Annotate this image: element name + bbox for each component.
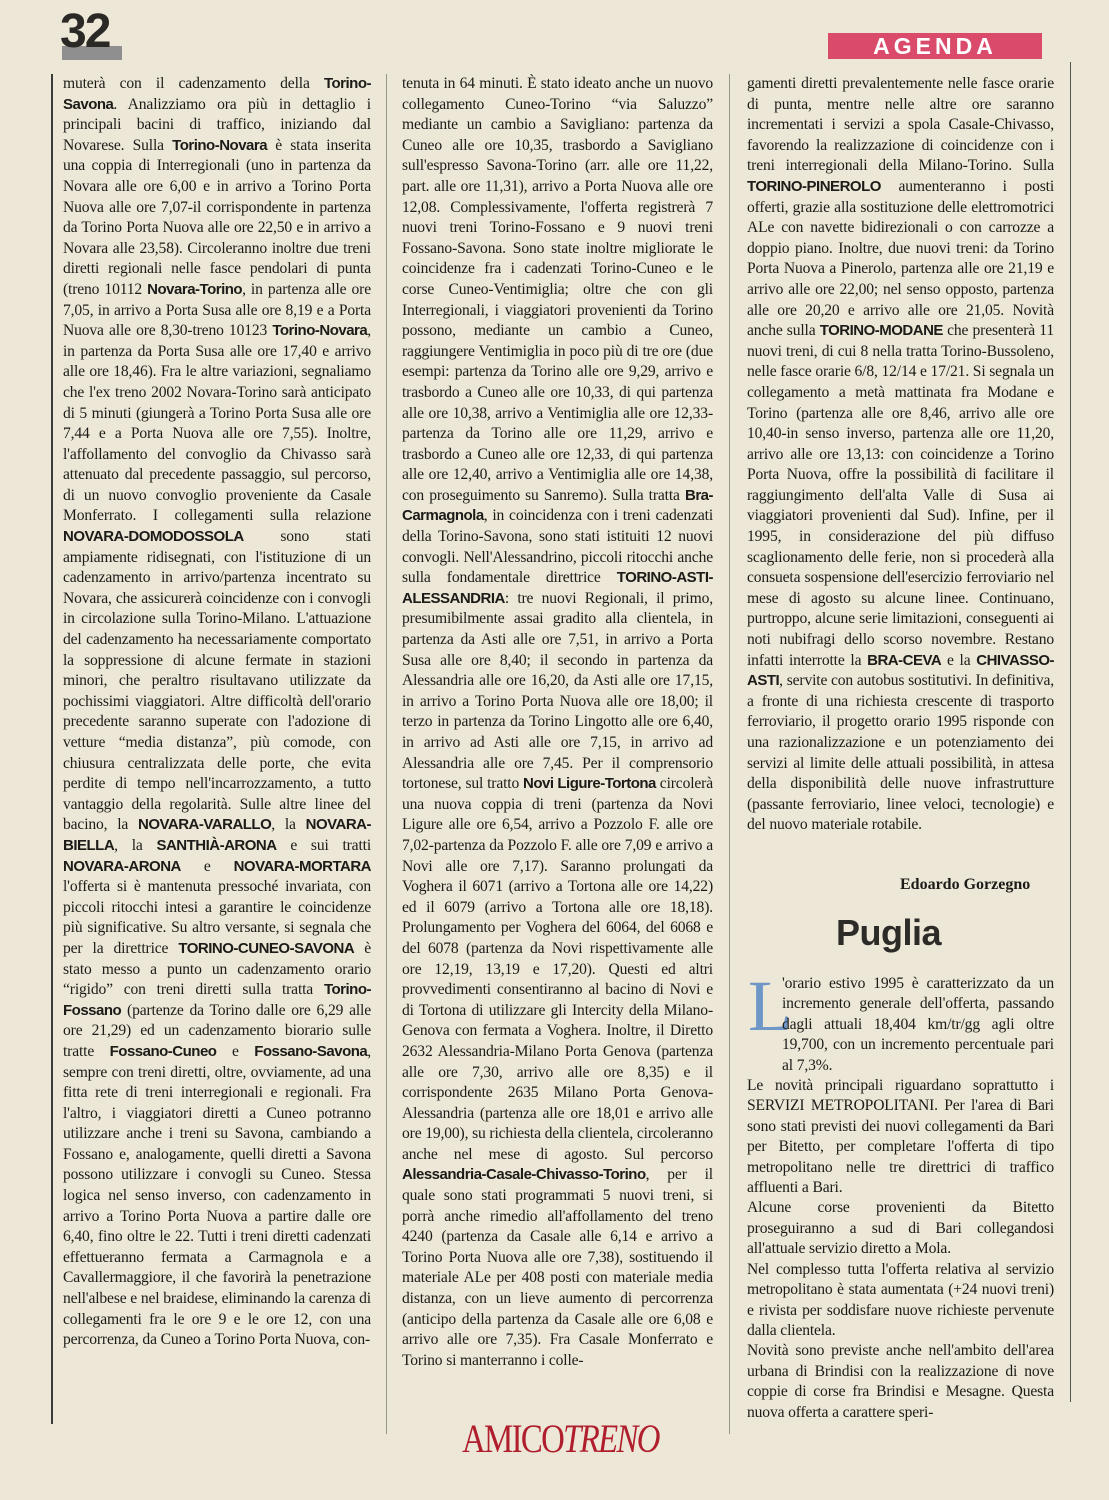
article-paragraph: Alcune corse provenienti da Bitetto proseguiranno a sud di Bari collegandosi all'attuale servizio diretto a Mola.	[747, 1199, 1054, 1258]
article-paragraph: Nel complesso tutta l'offerta relativa al servizio metropolitano è stata aumentata (+24 nuovi treni) e rivista per soddisfare nuove richieste pervenute dalla clientela.	[747, 1260, 1054, 1339]
column-divider	[386, 74, 387, 1434]
puglia-article	[747, 974, 1054, 1423]
article-paragraph: gamenti diretti prevalentemente nelle fasce orarie di punta, mentre nelle altre ore saranno incrementati i servizi a spola Casale-Chivasso, favorendo la realizzazione di coincidenze con i treni interregionali della Milano-Torino. Sulla TORINO-PINEROLO aumenteranno i posti offerti, grazie alla sostituzione delle elettromotrici ALe con navette bidirezionali o con carrozze a doppio piano. Inoltre, due nuovi treni: da Torino Porta Nuova a Pinerolo, partenza alle ore 21,19 e arrivo alle ore 22,00; nel senso opposto, partenza alle ore 20,20 e arrivo alle ore 21,05. Novità anche sulla TORINO-MODANE che presenterà 11 nuovi treni, di cui 8 nella tratta Torino-Bussoleno, nelle fasce orarie 6/8, 12/14 e 17/21. Si segnala un collegamento a metà mattinata fra Modane e Torino (partenza alle ore 8,46, arrivo alle ore 10,40-in senso inverso, partenza alle ore 11,20, arrivo alle ore 13,13: con coincidenze a Torino Porta Nuova, offre la possibilità di facilitare il raggiungimento dell'alta Valle di Susa ai viaggiatori provenienti dal Sud). Infine, per il 1995, in considerazione del più diffuso scaglionamento delle ferie, non si procederà alla consueta sospensione dell'esercizio ferroviario nel mese di agosto su alcune linee. Continuano, purtroppo, alcune serie limitazioni, conseguenti ai noti nubifragi dello scorso novembre. Restano infatti interrotte la BRA-CEVA e la CHIVASSO-ASTI, servite con autobus sostitutivi. In definitiva, a fronte di una richiesta crescente di trasporto ferroviario, il progetto orario 1995 risponde con una razionalizzazione e un potenziamento dei servizi al limite delle attuali possibilità, in attesa della disponibilità delle nuove infrastrutture (passante ferroviario, linee veloci, tecnologie) e del nuovo materiale rotabile.	[747, 75, 1055, 834]
page-number: 32	[60, 5, 110, 58]
masthead-right: TRENO	[563, 1416, 659, 1461]
right-margin-rule	[1070, 62, 1071, 1402]
article-paragraph: tenuta in 64 minuti. È stato ideato anche un nuovo collegamento Cuneo-Torino “via Saluzzo” mediante un cambio a Savigliano: partenza da Cuneo alle ore 10,35, trasbordo a Savigliano sull'espresso Savona-Torino (arr. alle ore 11,22, part. alle ore 11,31), arrivo a Porta Nuova alle ore 12,08. Complessivamente, l'offerta registrerà 7 nuovi treni Torino-Fossano e 9 nuovi treni Fossano-Savona. Sono state inoltre migliorate le coincidenze fra i cadenzati Torino-Cuneo e le corse Cuneo-Ventimiglia; oltre che con gli Interregionali, i viaggiatori provenienti da Torino possono, mediante un cambio a Cuneo, raggiungere Ventimiglia in poco più di tre ore (due esempi: partenza da Torino alle ore 9,29, arrivo e trasbordo a Cuneo alle ore 10,33, di qui partenza alle ore 10,38, arrivo a Ventimiglia alle ore 12,33-partenza da Torino alle ore 11,29, arrivo e trasbordo a Cuneo alle ore 12,33, di qui partenza alle ore 12,40, arrivo a Ventimiglia alle ore 14,38, con proseguimento su Sanremo). Sulla tratta Bra-Carmagnola, in coincidenza con i treni cadenzati della Torino-Savona, sono stati istituiti 12 nuovi convogli. Nell'Alessandrino, piccoli ritocchi anche sulla fondamentale direttrice TORINO-ASTI-ALESSANDRIA: tre nuovi Regionali, il primo, presumibilmente assai gradito alla clientela, in partenza da Asti alle ore 7,51, in arrivo a Porta Susa alle ore 8,40; il secondo in partenza da Alessandria alle ore 16,20, da Asti alle ore 17,15, in arrivo a Torino Porta Nuova alle ore 18,00; il terzo in partenza da Torino Lingotto alle ore 6,40, in arrivo ad Asti alle ore 7,15, in arrivo ad Alessandria alle ore 7,45. Per il comprensorio tortonese, sul tratto Novi Ligure-Tortona circolerà una nuova coppia di treni (partenza da Novi Ligure alle ore 6,54, arrivo a Pozzolo F. alle ore 7,02-partenza da Pozzolo F. alle ore 7,09 e arrivo a Novi alle ore 7,17). Saranno prolungati da Voghera il 6071 (arrivo a Tortona alle ore 14,22) ed il 6079 (arrivo a Tortona alle ore 18,18). Prolungamento per Voghera del 6064, del 6068 e del 6078 (partenza da Novi rispettivamente alle ore 12,19, 13,19 e 17,20). Questi ed altri provvedimenti consentiranno al bacino di Novi e di Tortona di utilizzare gli Intercity della Milano-Genova con fermata a Voghera. Inoltre, il Diretto 2632 Alessandria-Milano Porta Genova (partenza alle ore 7,30, arrivo alle ore 8,35) e il corrispondente 2635 Milano Porta Genova-Alessandria (partenza alle ore 18,01 e arrivo alle ore 19,00), su richiesta della clientela, circoleranno anche nel mese di agosto. Sul percorso Alessandria-Casale-Chivasso-Torino, per il quale sono stati programmati 5 nuovi treni, si porrà anche rimedio all'affollamento del treno 4240 (partenza da Casale alle 6,14 e arrivo a Torino Porta Nuova alle ore 7,38), sostituendo il materiale ALe per 408 posti con materiale media distanza, con un lieve aumento di percorrenza (anticipo della partenza da Casale alle ore 6,08 e arrivo alle ore 7,35). Fra Casale Monferrato e Torino si manterranno i colle-	[402, 75, 714, 1369]
article-column-1	[63, 74, 371, 1351]
left-margin-rule	[51, 74, 53, 1424]
article-column-2	[402, 74, 713, 1371]
article-paragraph: muterà con il cadenzamento della Torino-Savona. Analizziamo ora più in dettaglio i principali bacini di traffico, iniziando dal Novarese. Sulla Torino-Novara è stata inserita una coppia di Interregionali (uno in partenza da Novara alle ore 6,00 e in arrivo a Torino Porta Nuova alle ore 7,07-il corrispondente in partenza da Torino Porta Nuova alle ore 22,50 e in arrivo a Novara alle 23,58). Circoleranno inoltre due treni diretti regionali nelle fasce pendolari di punta (treno 10112 Novara-Torino, in partenza alle ore 7,05, in arrivo a Porta Susa alle ore 8,19 e a Porta Nuova alle ore 8,30-treno 10123 Torino-Novara, in partenza da Porta Susa alle ore 17,40 e arrivo alle ore 18,46). Fra le altre variazioni, segnaliamo che l'ex treno 2002 Novara-Torino sarà anticipato di 5 minuti (giungerà a Torino Porta Susa alle ore 7,44 e a Porta Nuova alle ore 7,55). Inoltre, l'affollamento del convoglio da Chivasso sarà attenuato dal precedente passaggio, sul percorso, di un nuovo convoglio proveniente da Casale Monferrato. I collegamenti sulla relazione NOVARA-DOMODOSSOLA sono stati ampiamente ridisegnati, con l'istituzione di un cadenzamento in arrivo/partenza incentrato su Novara, che assicurerà coincidenze con i convogli in circolazione sulla Torino-Milano. L'attuazione del cadenzamento ha necessariamente comportato la soppressione di alcune fermate in stazioni minori, che peraltro risultavano utilizzate da pochissimi viaggiatori. Altre difficoltà dell'orario precedente saranno superate con l'adozione di vetture “media distanza”, più comode, con chiusura centralizzata delle porte, che evita perdite di tempo nell'incarrozzamento, a tutto vantaggio della regolarità. Sulle altre linee del bacino, la NOVARA-VARALLO, la NOVARA-BIELLA, la SANTHIÀ-ARONA e sui tratti NOVARA-ARONA e NOVARA-MORTARA l'offerta si è mantenuta pressoché invariata, con piccoli ritocchi intesi a garantire le coincidenze più significative. Su altro versante, si segnala che per la direttrice TORINO-CUNEO-SAVONA è stato messo a punto un cadenzamento orario “rigido” con treni diretti sulla tratta Torino-Fossano (partenze da Torino dalle ore 6,29 alle ore 21,29) ed un cadenzamento biorario sulle tratte Fossano-Cuneo e Fossano-Savona, sempre con treni diretti, oltre, ovviamente, ad una fitta rete di treni interregionali e regionali. Fra l'altro, i viaggiatori diretti a Cuneo potranno utilizzare anche i treni su Savona, cambiando a Fossano e, analogamente, quelli diretti a Savona possono utilizzare i convogli su Cuneo. Stessa logica nel senso inverso, con cadenzamento in arrivo a Torino Porta Nuova a partire dalle ore 6,40, fino oltre le 22. Tutti i treni diretti cadenzati effettueranno fermata a Carmagnola e a Cavallermaggiore, il che favorirà la penetrazione nell'albese e nel braidese, eliminando la carenza di collegamenti fra le ore 9 e le ore 12, con una percorrenza, da Cuneo a Torino Porta Nuova, con-	[63, 75, 372, 1349]
section-heading-puglia: Puglia	[836, 912, 942, 953]
section-tag: AGENDA	[828, 33, 1042, 59]
drop-cap: L	[748, 966, 792, 1046]
column-divider	[729, 74, 730, 1434]
article-paragraph: Le novità principali riguardano soprattutto i SERVIZI METROPOLITANI. Per l'area di Bari sono stati previsti dei nuovi collegamenti da Bari per Bitetto, per completare l'offerta di tipo metropolitano nelle tre direttrici di traffico affluenti a Bari.	[747, 1077, 1054, 1197]
author-signature: Edoardo Gorzegno	[900, 876, 1031, 893]
article-paragraph: 'orario estivo 1995 è caratterizzato da un incremento generale dell'offerta, passando dagli attuali 18,404 km/tr/gg agli oltre 19,700, con un incremento percentuale pari al 7,3%.	[782, 975, 1054, 1074]
masthead-left: AMICO	[462, 1416, 564, 1461]
magazine-masthead	[462, 1415, 659, 1462]
article-column-3	[747, 74, 1054, 836]
article-paragraph: Novità sono previste anche nell'ambito dell'area urbana di Brindisi con la realizzazione di nove coppie di corse fra Brindisi e Mesagne. Questa nuova offerta a carattere speri-	[747, 1342, 1054, 1421]
